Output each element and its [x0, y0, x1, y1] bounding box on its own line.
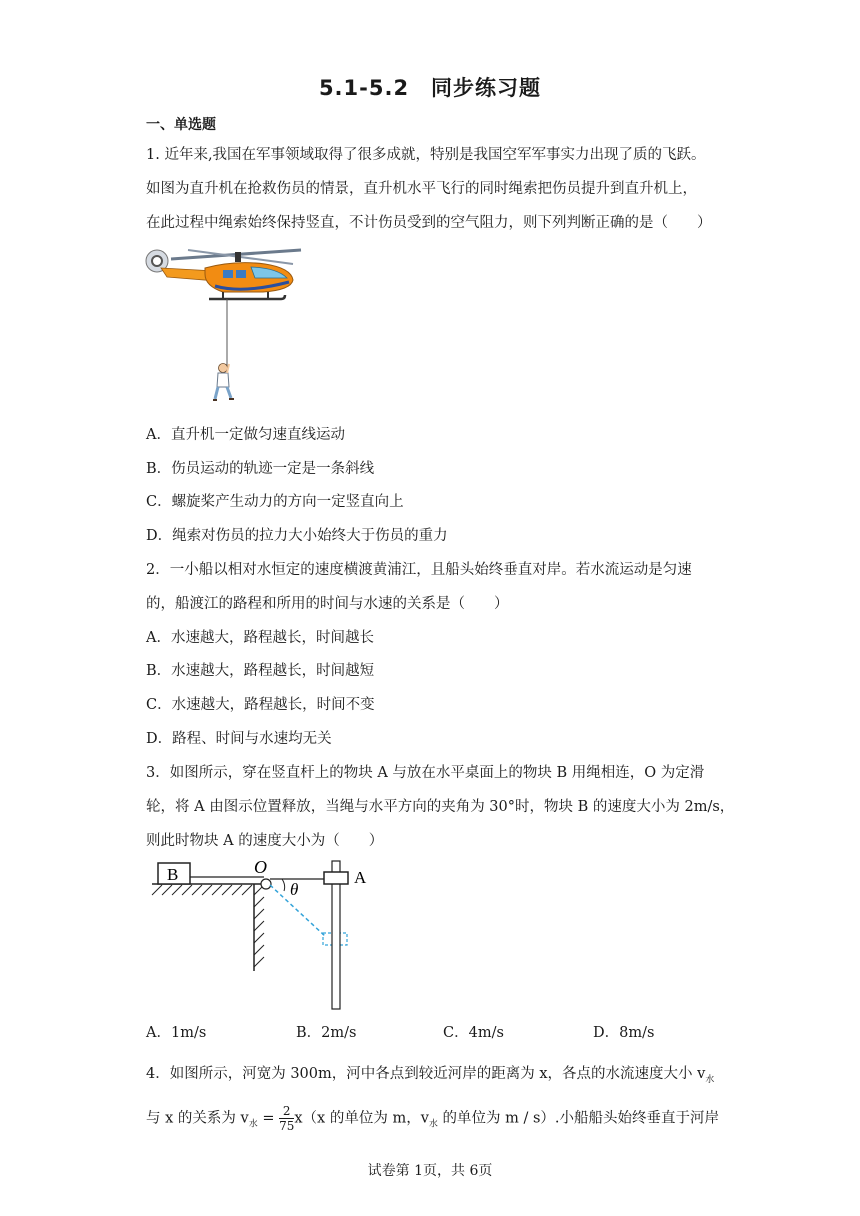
q4-line-2-a: 与 x 的关系为 v — [146, 1110, 249, 1127]
q1-line-3: 在此过程中绳索始终保持竖直，不计伤员受到的空气阻力，则下列判断正确的是（ ） — [146, 215, 712, 231]
q2-option-b: B．水速越大，路程越长，时间越短 — [146, 663, 375, 679]
q4-fraction — [279, 1104, 294, 1133]
q3-option-d: D．8m/s — [593, 1025, 655, 1041]
q1-line-1: 1. 近年来,我国在军事领域取得了很多成就，特别是我国空军军事实力出现了质的飞跃。 — [146, 147, 706, 163]
q1-option-d: D．绳索对伤员的拉力大小始终大于伤员的重力 — [146, 528, 448, 544]
block-a-label: A — [354, 868, 367, 887]
pulley-label: O — [254, 857, 267, 877]
page-footer: 试卷第 1页，共 6页 — [367, 1163, 493, 1179]
q2-option-a: A．水速越大，路程越长，时间越长 — [146, 630, 374, 646]
q3-option-b: B．2m/s — [296, 1025, 357, 1041]
section-heading: 一、单选题 — [146, 117, 216, 133]
q3-line-1: 3．如图所示，穿在竖直杆上的物块 A 与放在水平桌面上的物块 B 用绳相连，O 为定滑 — [146, 765, 705, 781]
q3-line-3: 则此时物块 A 的速度大小为（ ） — [146, 833, 384, 849]
q2-line-2: 的，船渡江的路程和所用的时间与水速的关系是（ ） — [146, 596, 509, 612]
q2-option-d: D．路程、时间与水速均无关 — [146, 731, 332, 747]
page-title: 5.1-5.2 同步练习题 — [318, 76, 542, 100]
q4-line-1 — [146, 1062, 714, 1085]
q2-option-c: C．水速越大，路程越长，时间不变 — [146, 697, 375, 713]
q4-fraction-denominator: 75 — [279, 1119, 295, 1133]
helicopter-figure — [143, 244, 308, 406]
q4-line-2 — [146, 1104, 719, 1133]
block-b-label: B — [167, 865, 179, 884]
q4-line-2-c: 的单位为 m / s）.小船船头始终垂直于河岸 — [437, 1110, 720, 1127]
q1-option-a: A．直升机一定做匀速直线运动 — [146, 427, 345, 443]
q1-option-c: C．螺旋桨产生动力的方向一定竖直向上 — [146, 494, 404, 510]
q4-fraction-numerator: 2 — [279, 1104, 294, 1119]
q4-line-1-text: 4．如图所示，河宽为 300m，河中各点到较近河岸的距离为 x，各点的水流速度大小 v — [146, 1066, 706, 1082]
q4-equals: = — [257, 1110, 280, 1127]
q3-option-c: C．4m/s — [443, 1025, 504, 1041]
q4-subscript-1: 水 — [705, 1074, 715, 1085]
angle-theta-label: θ — [290, 880, 299, 899]
q2-line-1: 2．一小船以相对水恒定的速度横渡黄浦江，且船头始终垂直对岸。若水流运动是匀速 — [146, 562, 692, 578]
q4-line-2-b: x（x 的单位为 m，v — [294, 1110, 429, 1127]
q1-line-2: 如图为直升机在抢救伤员的情景，直升机水平飞行的同时绳索把伤员提升到直升机上， — [146, 181, 697, 197]
q1-option-b: B．伤员运动的轨迹一定是一条斜线 — [146, 461, 375, 477]
pulley-figure — [146, 855, 386, 1015]
q4-subscript-3: 水 — [428, 1119, 438, 1130]
q3-line-2: 轮，将 A 由图示位置释放，当绳与水平方向的夹角为 30°时，物块 B 的速度大小为 2m/s， — [146, 799, 735, 815]
q3-option-a: A．1m/s — [146, 1025, 207, 1041]
q4-subscript-2: 水 — [248, 1119, 258, 1130]
